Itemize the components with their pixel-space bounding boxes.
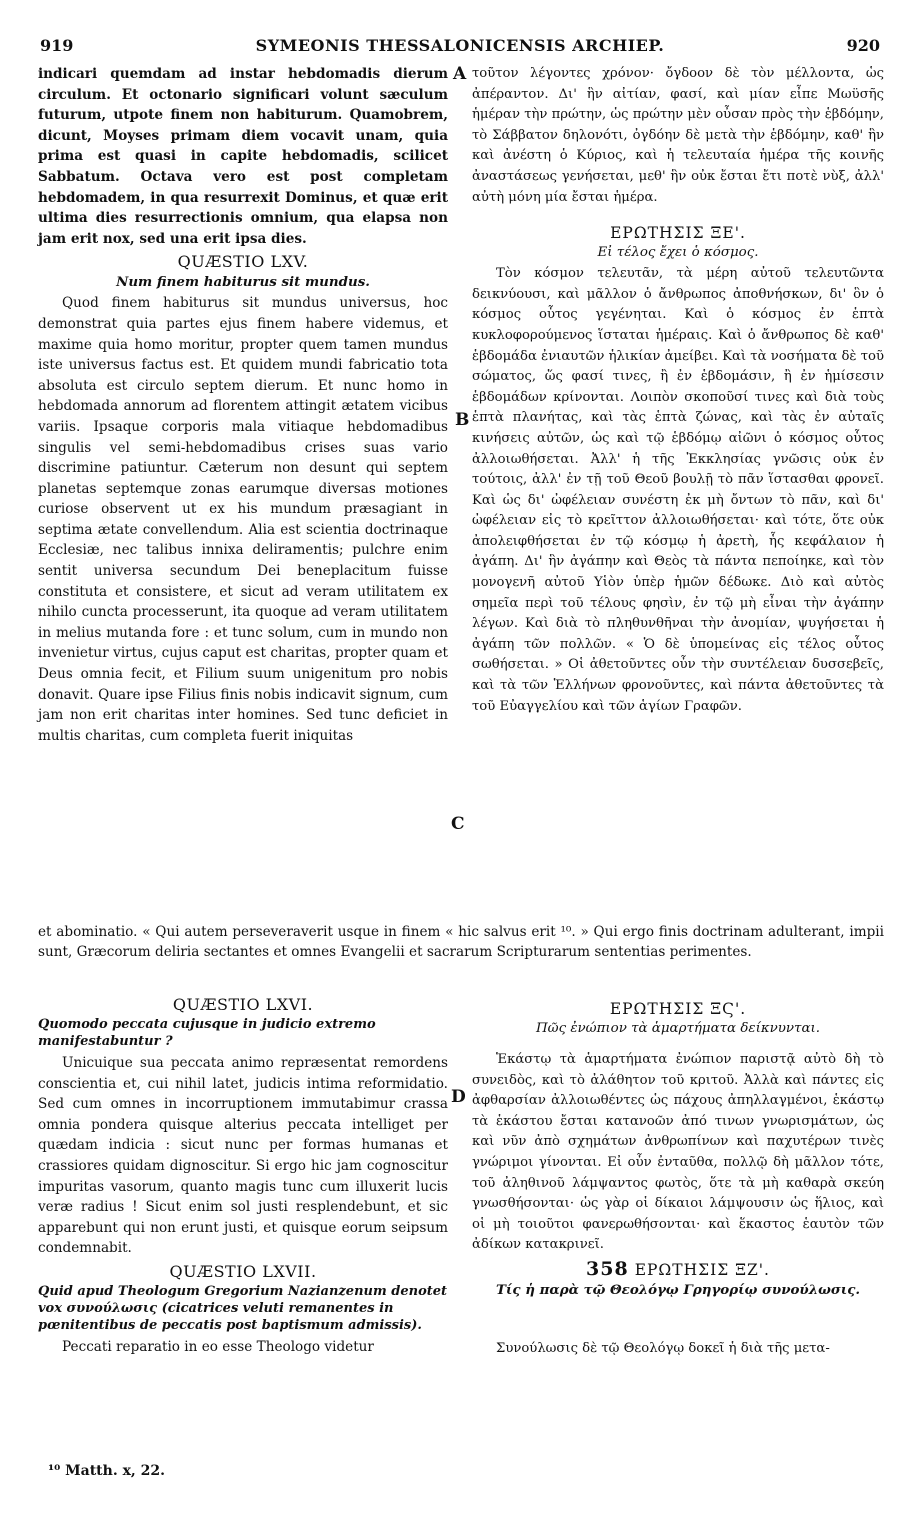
- greek-q65-text: Τὸν κόσμον τελευτᾶν, τὰ μέρη αὐτοῦ τελευτῶντα δεικνύουσι, καὶ μᾶλλον ὁ ἄνθρωπος ἀποθνήσκων, δι' ὃν ὁ κόσμος οὗτος γεγένηται. Καὶ ὁ κόσμος ἐν ἑπτὰ κυκλοφορούμενος ἵσταται ἡμέραις. Καὶ ὁ ἄνθρωπος δὲ καθ' ἑβδομάδα ἐνιαυτῶν ἡλικίαν ἀμείβει. Καὶ τὰ νοσήματα δὲ τοῦ σώματος, ὥς φασί τινες, ἢ ἐν ἑβδομάσιν, ἢ ἐν ἡμίσεσιν ἑβδομάδων κρίνονται. Λοιπὸν σκοποῦσί τινες καὶ διὰ τοὺς ἑπτὰ πλανήτας, καὶ τὰς ἑπτὰ ζώνας, καὶ τὰς ἐν αὐταῖς κινήσεις αὐτῶν, ὡς καὶ τῷ ἑβδόμῳ αἰῶνι ὁ κόσμος οὗτος ἀλλοιωθήσεται. Ἀλλ' ἡ τῆς Ἐκκλησίας γνῶσις οὐκ ἐν τούτοις, ἀλλ' ἐν τῇ τοῦ Θεοῦ βουλῇ τὸ πᾶν ἵστασθαι φρονεῖ. Καὶ ὡς δι' ὠφέλειαν συνέστη ἐκ μὴ ὄντων τὸ πᾶν, καὶ δι' ὠφέλειαν εἰς τὸ κρεῖττον ἀλλοιωθήσεται· καὶ τότε, ὅτε οὐκ ἀπολειφθήσεται ἐν τῷ κόσμῳ ἡ ἀρετὴ, ἧς κεφάλαιον ἡ ἀγάπη. Δι' ἣν ἀγάπην καὶ Θεὸς τὰ πάντα πεποίηκε, καὶ τὸν μονογενῆ αὐτοῦ Υἱὸν ὑπὲρ ἡμῶν δέδωκε. Διὸ καὶ αὐτὸς σημεῖα περὶ τοῦ τέλους φησὶν, ἐν τῷ μὴ εἶναι τὴν ἀγάπην λέγων. Καὶ διὰ τὸ πληθυνθῆναι τὴν ἀνομίαν, ψυγήσεται ἡ ἀγάπη τῶν πολλῶν. « Ὁ δὲ ὑπομείνας εἰς τέλος οὗτος σωθήσεται. » Οἱ ἀθετοῦντες οὖν τὴν συντέλειαν δυσσεβεῖς, καὶ τὰ τῶν Ἑλλήνων φρονοῦντες, καὶ πάντα ἀθετοῦντες τὰ τοῦ Εὐαγγελίου καὶ τῶν ἁγίων Γραφῶν.: [472, 266, 884, 714]
- latin-q67-subtitle: Quid apud Theologum Gregorium Nazianzenum denotet vox συνούλωσις (cicatrices veluti remanentes in pœnitentibus de peccatis post baptismum admissis).: [38, 1283, 448, 1333]
- greek-q67-text: Συνούλωσις δὲ τῷ Θεολόγῳ δοκεῖ ἡ διὰ τῆς μετα-: [496, 1340, 830, 1356]
- greek-q66-text: Ἑκάστῳ τὰ ἁμαρτήματα ἐνώπιον παριστᾷ αὐτὸ δὴ τὸ συνειδὸς, καὶ τὸ ἀλάθητον τοῦ κριτοῦ. Ἀλλὰ καὶ πάντες εἰς ἀφθαρσίαν ἀλλοιωθέντες ὡς πάχους ἀπηλλαγμένοι, ἑκάστῳ τὰ ἑκάστου ἔσται κατανοῶν ἀπό τινων γνωρισμάτων, ὡς καὶ νῦν ἀπὸ σχημάτων ἀνθρωπίνων καὶ παχυτέρων τινὲς γνώριμοι γίνονται. Εἰ οὖν ἐνταῦθα, πολλῷ δὴ μᾶλλον τότε, τοῦ ἀληθινοῦ λάμψαντος φωτὸς, ὅτε τὰ μὴ καθαρὰ σκεύη γνωσθήσονται· ὡς γὰρ οἱ δίκαιοι λάμψουσιν ὡς ἥλιος, καὶ οἱ μὴ τοιοῦτοι φανερωθήσονται· καὶ ἕκαστος ἑαυτὸν τῶν ἀδίκων κατακρινεῖ.: [472, 1052, 884, 1253]
- margin-letter-d: D: [451, 1087, 466, 1107]
- margin-letter-b: B: [455, 410, 470, 430]
- latin-column-upper: [38, 64, 448, 746]
- greek-q66-subtitle: Πῶς ἐνώπιον τὰ ἁμαρτήματα δείκνυνται.: [535, 1021, 820, 1036]
- latin-q67-heading: QUÆSTIO LXVII.: [169, 1261, 317, 1281]
- footnote: ¹⁰ Matth. x, 22.: [48, 1463, 166, 1479]
- right-page-number: 920: [846, 36, 880, 55]
- greek-q67-heading-line: [472, 1258, 884, 1281]
- running-title: SYMEONIS THESSALONICENSIS ARCHIEP.: [255, 36, 665, 55]
- latin-q65-subtitle: Num finem habiturus sit mundus.: [116, 274, 370, 291]
- greek-q65-heading: ΕΡΩΤΗΣΙΣ ΞΕ'.: [610, 224, 746, 243]
- greek-column-upper: [472, 64, 884, 717]
- full-width-continuation: [38, 922, 884, 962]
- latin-q65-text: Quod finem habiturus sit mundus universus, hoc demonstrat quia partes ejus finem habere videmus, et maxime quia homo moritur, propter quem tamen mundus iste universus factus est. Et quidem mundi fabricatio tota absoluta est circulo septem dierum. Et nunc homo in hebdomada annorum ad florentem attingit ætatem vicibus variis. Ipsaque corporis mala vitiaque hebdomadibus singulis vel semi-hebdomadibus crises suas vario discrimine patiuntur. Cæterum non desunt qui septem planetas septemque zonas earumque diversas motiones curiose observent ut ex his mundum præsagiant in septima ætate convellendum. Alia est scientia doctrinaque Ecclesiæ, nec talibus innixa deliramentis; pulchre enim sentit universa secundum Dei beneplacitum fuisse constituta et consistere, et sicut ad veram utilitatem ex nihilo cuncta processerunt, ita quoque ad veram utilitatem in melius mutanda fore : et tunc solum, cum in mundo non invenietur virtus, cujus caput est charitas, propter quam et Deus omnia fecit, et Filium suum unigenitum pro nobis donavit. Quare ipse Filius finis nobis indicavit signum, cum jam non erit charitas inter homines. Sed tunc deficiet in multis charitas, cum completa fuerit iniquitas: [38, 295, 448, 744]
- greek-intro: τοῦτον λέγοντες χρόνον· ὄγδοον δὲ τὸν μέλλοντα, ὡς ἀπέραντον. Δι' ἣν αἰτίαν, φασί, καὶ μίαν εἶπε Μωϋσῆς ἡμέραν τὴν πρώτην, ὡς πρώτην μὲν οὖσαν πρὸς τὴν ἑβδόμην, τὸ Σάββατον δηλονότι, ὀγδόην δὲ μετὰ τὴν ἑβδόμην, καθ' ἣν καὶ ἀνέστη ὁ Κύριος, καὶ ἡ τελευταία ἡμέρα τῆς κοινῆς ἀναστάσεως γενήσεται, μεθ' ἣν οὐκ ἔσται ἔτι ποτὲ νὺξ, ἀλλ' αὐτὴ μόνη μία ἔσται ἡμέρα.: [472, 66, 884, 205]
- latin-intro: indicari quemdam ad instar hebdomadis dierum circulum. Et octonario significari volunt sæculum futurum, utpote finem non habiturum. Quamobrem, dicunt, Moyses primam diem vocavit unam, quia prima est quasi in capite hebdomadis, scilicet Sabbatum. Octava vero est post completam hebdomadem, in qua resurrexit Dominus, et quæ erit ultima dies resurrectionis omnium, qua elapsa non jam erit nox, sed una erit ipsa dies.: [38, 66, 448, 247]
- latin-q66-subtitle: Quomodo peccata cujusque in judicio extremo manifestabuntur ?: [38, 1017, 376, 1049]
- latin-continuation-text: et abominatio. « Qui autem perseveraverit usque in finem « hic salvus erit ¹⁰. » Qui ergo finis doctrinam adulterant, impii sunt, Græcorum deliria sectantes et omnes Evangelii et sacrarum Scripturarum sententias perimentes.: [38, 924, 884, 960]
- running-header: [40, 36, 880, 60]
- greek-q65-subtitle: Εἰ τέλος ἔχει ὁ κόσμος.: [597, 245, 759, 261]
- latin-column-lower: [38, 992, 448, 1358]
- column-number: 358: [586, 1257, 629, 1280]
- greek-column-lower: [472, 996, 884, 1360]
- left-page-number: 919: [40, 36, 74, 55]
- greek-q67-subtitle: Τίς ἡ παρὰ τῷ Θεολόγῳ Γρηγορίῳ συνούλωσις.: [495, 1281, 861, 1298]
- latin-q67-text: Peccati reparatio in eo esse Theologo videtur: [62, 1338, 374, 1355]
- latin-q66-text: Unicuique sua peccata animo repræsentat remordens conscientia et, cui nihil latet, judicis intima reformidatio. Sed cum omnes in incorruptionem immutabimur crassa omnia pondera quisque alterius peccata intelliget per quædam indicia : sicut nunc per formas humanas et crassiores quidam dignoscitur. Si ergo hic jam cognoscitur impuritas vasorum, quanto magis tunc cum illuxerit lucis veræ radius ! Sicut enim sol justi resplendebunt, et sic apparebunt qui non erunt justi, et quisque eorum seipsum condemnabit.: [38, 1055, 448, 1257]
- latin-q65-heading: QUÆSTIO LXV.: [177, 252, 309, 272]
- greek-q66-heading: ΕΡΩΤΗΣΙΣ ΞϚ'.: [609, 1000, 747, 1018]
- greek-q67-heading: ΕΡΩΤΗΣΙΣ ΞΖ'.: [634, 1260, 770, 1279]
- latin-q66-heading: QUÆSTIO LXVI.: [172, 995, 314, 1014]
- margin-letter-a: A: [453, 64, 467, 84]
- margin-letter-c: C: [451, 814, 465, 834]
